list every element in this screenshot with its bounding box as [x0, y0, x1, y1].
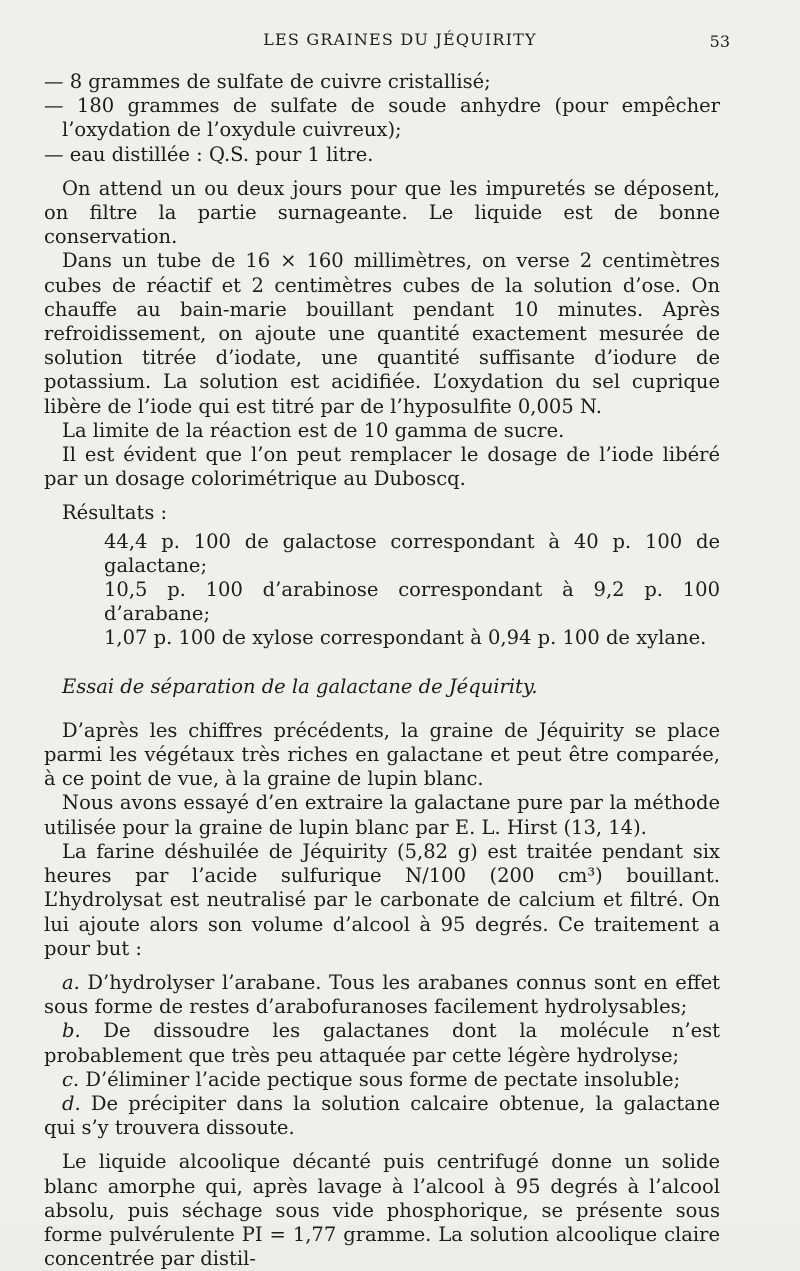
final-paragraph: Le liquide alcoolique décanté puis centrifugé donne un solide blanc amorphe qui, après lavage à l’alcool à 95 degrés à l’alcool absolu, puis séchage sous vide phosphorique, se présente sous forme pulvérulente PI = 1,77 gramme. La solution alcoolique claire concentrée par distil- [44, 1150, 720, 1271]
reagent-item: — eau distillée : Q.S. pour 1 litre. [44, 142, 374, 166]
result-line: 1,07 p. 100 de xylose correspondant à 0,94 p. 100 de xylane. [104, 626, 707, 650]
purpose-item-d [44, 1092, 720, 1140]
paragraph: On attend un ou deux jours pour que les impuretés se déposent, on filtre la partie surnageante. Le liquide est de bonne conservation. [44, 176, 720, 249]
paragraph: Nous avons essayé d’en extraire la galactane pure par la méthode utilisée pour la graine de lupin blanc par E. L. Hirst (13, 14). [44, 791, 720, 839]
purpose-text: De précipiter dans la solution calcaire obtenue, la galactane qui s’y trouvera dissoute. [44, 1091, 720, 1140]
paragraph: La farine déshuilée de Jéquirity (5,82 g) est traitée pendant six heures par l’acide sulfurique N/100 (200 cm³) bouillant. L’hydrolysat est neutralisé par le carbonate de calcium et filtré. On lui ajoute alors son volume d’alcool à 95 degrés. Ce traitement a pour but : [44, 839, 720, 960]
purpose-label: c. [62, 1067, 80, 1091]
result-line: 10,5 p. 100 d’arabinose correspondant à 9,2 p. 100 d’arabane; [104, 578, 720, 626]
page-number: 53 [709, 32, 730, 51]
results-list [104, 530, 720, 651]
page-header [0, 30, 800, 60]
purpose-item-b [44, 1019, 720, 1067]
paragraph: Dans un tube de 16 × 160 millimètres, on verse 2 centimètres cubes de réactif et 2 centimètres cubes de la solution d’ose. On chauffe au bain-marie bouillant pendant 10 minutes. Après refroidissement, on ajoute une quantité exactement mesurée de solution titrée d’iodate, une quantité suffisante d’iodure de potassium. La solution est acidifiée. L’oxydation du sel cuprique libère de l’iode qui est titré par de l’hyposulfite 0,005 N. [44, 249, 720, 418]
paragraph: Il est évident que l’on peut remplacer le dosage de l’iode libéré par un dosage colorimétrique au Duboscq. [44, 443, 720, 491]
paragraph: La limite de la réaction est de 10 gamma de sucre. [62, 418, 565, 442]
page-body [44, 70, 720, 1271]
reagent-item: — 8 grammes de sulfate de cuivre cristallisé; [44, 70, 491, 93]
paragraph: D’après les chiffres précédents, la graine de Jéquirity se place parmi les végétaux très riches en galactane et peut être comparée, à ce point de vue, à la graine de lupin blanc. [44, 718, 720, 791]
reagent-item: — 180 grammes de sulfate de soude anhydre (pour empêcher l’oxydation de l’oxydule cuivreux); [44, 94, 720, 142]
purpose-text: D’hydrolyser l’arabane. Tous les arabanes connus sont en effet sous forme de restes d’arabofuranoses facilement hydrolysables; [44, 970, 720, 1019]
purpose-label: d. [62, 1091, 81, 1115]
purpose-label: b. [62, 1019, 81, 1043]
purpose-item-a [44, 971, 720, 1019]
purpose-text: D’éliminer l’acide pectique sous forme de pectate insoluble; [85, 1067, 681, 1091]
section-title: Essai de séparation de la galactane de Jéquirity. [62, 674, 538, 698]
results-heading: Résultats : [62, 501, 168, 525]
result-line: 44,4 p. 100 de galactose correspondant à 40 p. 100 de galactane; [104, 529, 720, 577]
purpose-text: De dissoudre les galactanes dont la molécule n’est probablement que très peu attaquée par cette légère hydrolyse; [44, 1019, 720, 1067]
purpose-item-c [44, 1068, 720, 1092]
purpose-label: a. [62, 970, 80, 994]
running-title: LES GRAINES DU JÉQUIRITY [263, 30, 537, 49]
